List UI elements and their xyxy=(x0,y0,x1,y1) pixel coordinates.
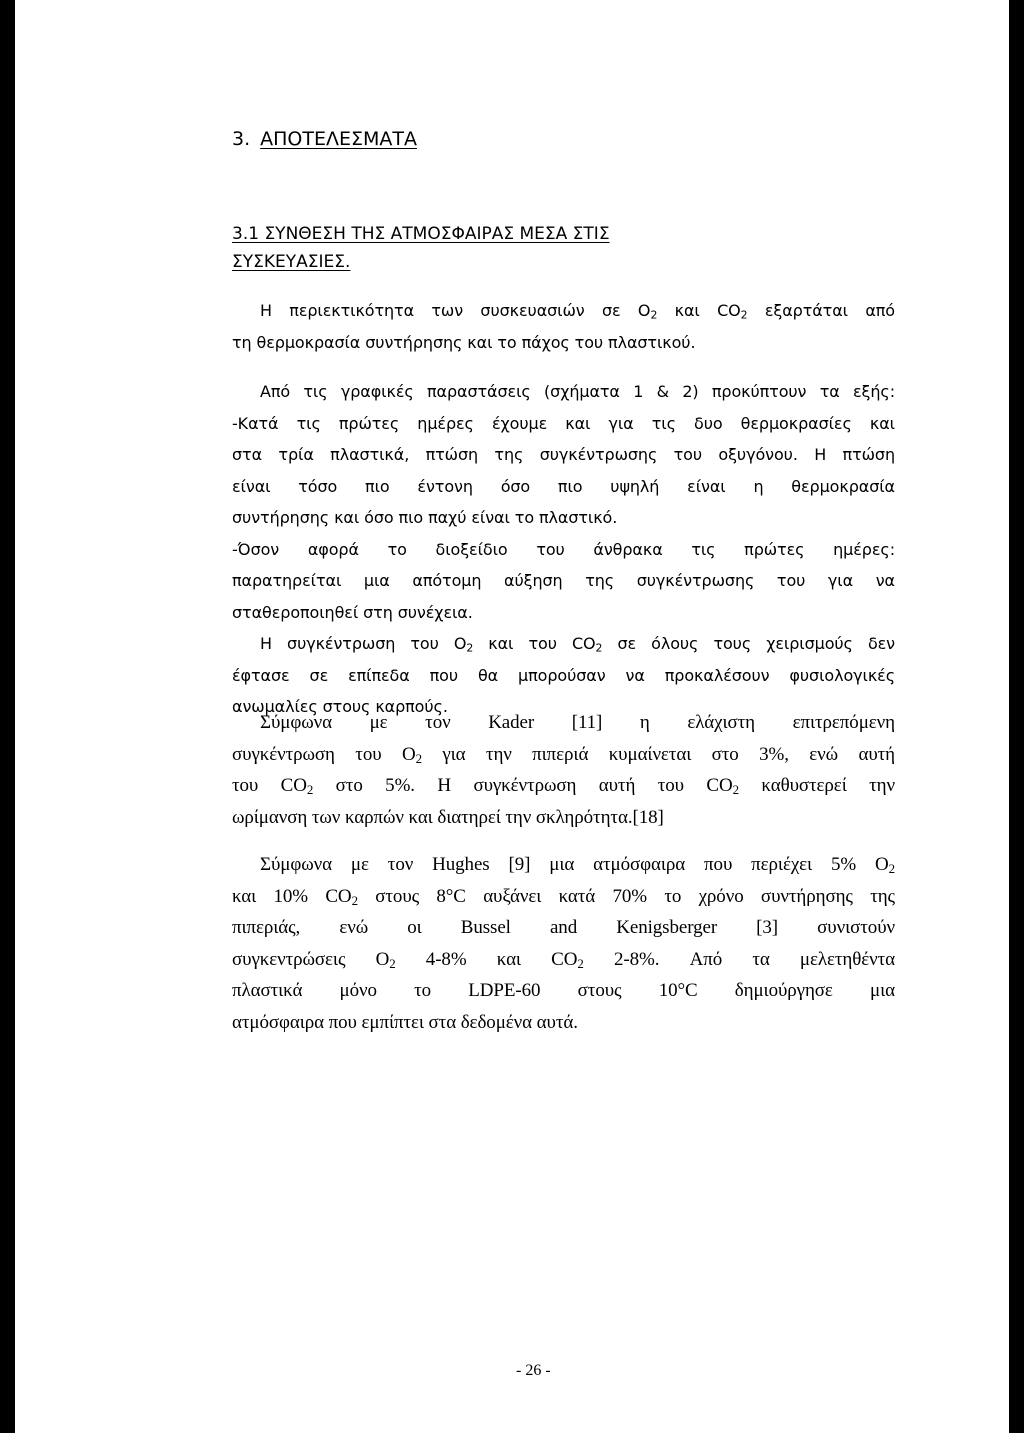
text-line: Σύμφωνα με τον Kader [11] η ελάχιστη επιτρεπόμενη xyxy=(260,712,895,733)
text-line: ατμόσφαιρα που εμπίπτει στα δεδομένα αυτά. xyxy=(232,1011,578,1033)
section-title: ΑΠΟΤΕΛΕΣΜΑΤΑ xyxy=(260,128,417,150)
page-number: - 26 - xyxy=(516,1362,551,1379)
text-line: πιπεριάς, ενώ οι Bussel and Kenigsberger [3] συνιστούν xyxy=(232,917,895,938)
section-heading xyxy=(232,128,417,150)
subsection-title-line2: ΣΥΣΚΕΥΑΣΙΕΣ. xyxy=(232,252,351,272)
text-line: σταθεροποιηθεί στη συνέχεια. xyxy=(232,602,473,622)
text-line: Η συγκέντρωση του $O_2$ και του $CO_2$ σε όλους τους χειρισμούς δεν xyxy=(260,634,895,655)
text-line: ανωμαλίες στους καρπούς. xyxy=(232,697,448,716)
text-line: έφτασε σε επίπεδα που θα μπορούσαν να προκαλέσουν φυσιολογικές xyxy=(232,665,895,685)
paragraph-3 xyxy=(232,707,895,833)
text-line: συγκέντρωση του $O_2$ για την πιπεριά κυμαίνεται στο 3%, ενώ αυτή xyxy=(232,743,895,766)
text-line: τη θερμοκρασία συντήρησης και το πάχος του πλαστικού. xyxy=(232,332,696,352)
text-line: πλαστικά μόνο το LDPE-60 στους 10°C δημιούργησε μια xyxy=(232,980,895,1001)
text-line: συντήρησης και όσο πιο παχύ είναι το πλαστικό. xyxy=(232,508,618,527)
paragraph-4 xyxy=(232,849,895,1038)
subsection-heading xyxy=(232,220,752,276)
text-line: -Όσον αφορά το διοξείδιο του άνθρακα τις πρώτες ημέρες: xyxy=(232,539,895,559)
subsection-title-line1: 3.1 ΣΥΝΘΕΣΗ ΤΗΣ ΑΤΜΟΣΦΑΙΡΑΣ ΜΕΣΑ ΣΤΙΣ xyxy=(232,224,610,244)
text-line: και 10% $CO_2$ στους 8°C αυξάνει κατά 70% το χρόνο συντήρησης της xyxy=(232,885,895,908)
text-line: είναι τόσο πιο έντονη όσο πιο υψηλή είναι η θερμοκρασία xyxy=(232,476,895,496)
text-line: του $CO_2$ στο 5%. Η συγκέντρωση αυτή του $CO_2$ καθυστερεί την xyxy=(232,775,895,798)
paragraph-2 xyxy=(232,376,895,723)
text-line: Από τις γραφικές παραστάσεις (σχήματα 1 & 2) προκύπτουν τα εξής: xyxy=(260,382,895,401)
text-line: Σύμφωνα με τον Hughes [9] μια ατμόσφαιρα που περιέχει 5% $O_2$ xyxy=(260,854,895,877)
text-line: συγκεντρώσεις $O_2$ 4-8% και $CO_2$ 2-8%. Από τα μελετηθέντα xyxy=(232,948,895,971)
section-number: 3. xyxy=(232,128,251,150)
text-line: Η περιεκτικότητα των συσκευασιών σε $O_2$ και $CO_2$ εξαρτάται από xyxy=(260,301,895,322)
text-line: ωρίμανση των καρπών και διατηρεί την σκληρότητα.[18] xyxy=(232,806,664,828)
paragraph-1 xyxy=(232,295,895,358)
text-line: στα τρία πλαστικά, πτώση της συγκέντρωσης του οξυγόνου. Η πτώση xyxy=(232,445,895,464)
text-line: παρατηρείται μια απότομη αύξηση της συγκέντρωσης του για να xyxy=(232,571,895,590)
text-line: -Κατά τις πρώτες ημέρες έχουμε και για τις δυο θερμοκρασίες και xyxy=(232,413,895,433)
